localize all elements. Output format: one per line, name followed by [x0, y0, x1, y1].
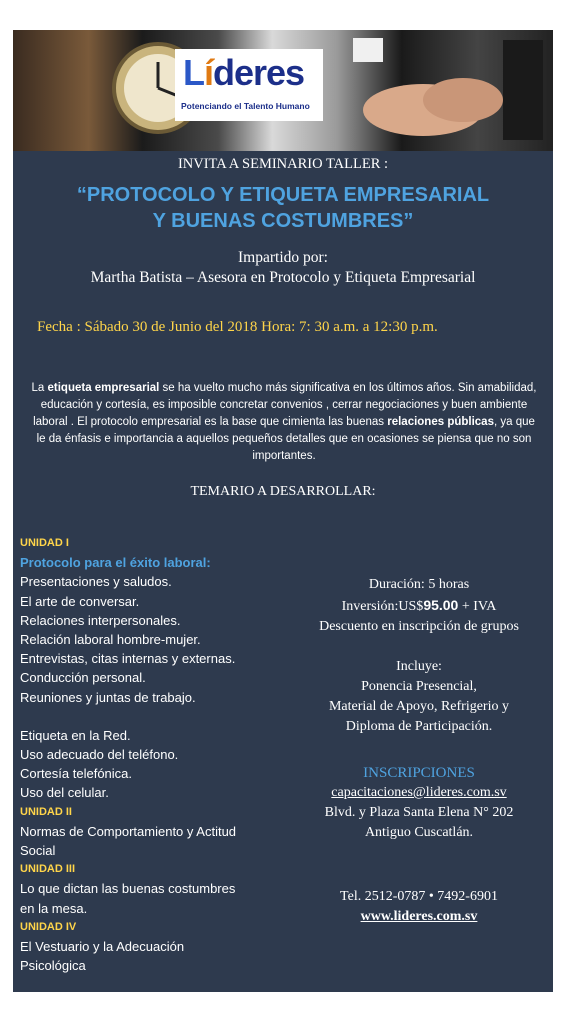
intro-text-3: , ya que le da énfasis e importancia a aquellos pequeños detalles que en ocasiones se piensa que no son importantes.: [36, 416, 535, 462]
group-discount: Descuento en inscripción de grupos: [319, 619, 519, 634]
logo-letter-i: í: [204, 52, 214, 93]
unit-1-label: UNIDAD I: [20, 537, 69, 549]
unit-3-label: UNIDAD III: [20, 863, 75, 876]
spacer: [278, 737, 553, 763]
date-time: Fecha : Sábado 30 de Junio del 2018 Hora: 7: 30 a.m. a 12:30 p.m.: [37, 319, 438, 335]
unit-1-item: Reuniones y juntas de trabajo.: [20, 689, 196, 705]
unit-1-item: Relación laboral hombre-mujer.: [20, 632, 201, 648]
unit-1-item: Presentaciones y saludos.: [20, 574, 172, 590]
spacer: [278, 637, 553, 657]
details-column: [278, 575, 553, 927]
unit-1-item: Relaciones interpersonales.: [20, 612, 181, 628]
intro-bold-2: relaciones públicas: [387, 416, 494, 428]
price: [278, 595, 553, 617]
seminar-title-line2: Y BUENAS COSTUMBRES”: [152, 210, 414, 232]
imparted-by-label: Impartido por:: [238, 249, 328, 266]
unit-1-item: Cortesía telefónica.: [20, 766, 133, 782]
email-link[interactable]: capacitaciones@lideres.com.sv: [331, 785, 507, 800]
spacer: [278, 843, 553, 887]
flyer: [13, 30, 553, 992]
phone: Tel. 2512-0787 • 7492-6901: [340, 889, 498, 904]
lideres-logo: [175, 49, 323, 121]
address-line1: Blvd. y Plaza Santa Elena N° 202: [324, 805, 514, 820]
speaker-block: [13, 248, 553, 288]
unit-2-item: Normas de Comportamiento y Actitud: [20, 823, 237, 839]
unit-4-label: UNIDAD IV: [20, 920, 77, 933]
temario-heading: TEMARIO A DESARROLLAR:: [190, 484, 376, 499]
logo-letter-l: L: [183, 52, 204, 93]
includes-item: Material de Apoyo, Refrigerio y: [328, 699, 509, 714]
unit-1-item: Etiqueta en la Red.: [20, 727, 131, 743]
speaker-name: Martha Batista – Asesora en Protocolo y Etiqueta Empresarial: [90, 269, 476, 286]
intro-bold-1: etiqueta empresarial: [47, 382, 160, 394]
seminar-title-line1: “PROTOCOLO Y ETIQUETA EMPRESARIAL: [76, 184, 490, 206]
handshake-photo: [13, 30, 553, 151]
unit-1-item: Uso del celular.: [20, 785, 109, 801]
price-suffix: + IVA: [458, 599, 497, 614]
duration: Duración: 5 horas: [368, 577, 470, 592]
includes-label: Incluye:: [396, 659, 442, 674]
seminar-title: [13, 182, 553, 234]
invite-line: INVITA A SEMINARIO TALLER :: [177, 156, 389, 172]
logo-wordmark: [183, 53, 304, 93]
price-value: 95.00: [423, 597, 459, 613]
unit-3-item: Lo que dictan las buenas costumbres: [20, 881, 236, 897]
syllabus: [20, 534, 280, 975]
unit-1-item: El arte de conversar.: [20, 593, 140, 609]
unit-2-item: Social: [20, 843, 56, 859]
price-label: Inversión:US$: [341, 599, 424, 614]
intro-text-2: se ha vuelto mucho más significativa en los últimos años. Sin amabilidad, educación y cortesía, es imposible concretar convenios , cerrar negociaciones y buen ambiente laboral . El protocolo empresarial es la base que cimienta las buenas: [33, 382, 537, 428]
logo-letters-rest: deres: [213, 52, 305, 93]
includes-item: Ponencia Presencial,: [361, 679, 477, 694]
website-link[interactable]: www.lideres.com.sv: [360, 909, 478, 924]
intro-text-1: La: [31, 382, 48, 394]
unit-3-item: en la mesa.: [20, 900, 88, 916]
address-line2: Antiguo Cuscatlán.: [364, 825, 474, 840]
intro-paragraph: [31, 380, 537, 465]
unit-4-item: Psicológica: [20, 958, 86, 974]
unit-1-subtitle: Protocolo para el éxito laboral:: [20, 555, 211, 571]
unit-1-item: Uso adecuado del teléfono.: [20, 747, 179, 763]
unit-2-label: UNIDAD II: [20, 805, 72, 818]
registrations-heading: INSCRIPCIONES: [363, 765, 475, 781]
unit-4-item: El Vestuario y la Adecuación: [20, 939, 185, 955]
unit-1-item: Conducción personal.: [20, 670, 146, 686]
spacer: [20, 707, 280, 726]
logo-tagline: Potenciando el Talento Humano: [181, 101, 310, 111]
unit-1-item: Entrevistas, citas internas y externas.: [20, 651, 236, 667]
includes-item: Diploma de Participación.: [345, 719, 493, 734]
